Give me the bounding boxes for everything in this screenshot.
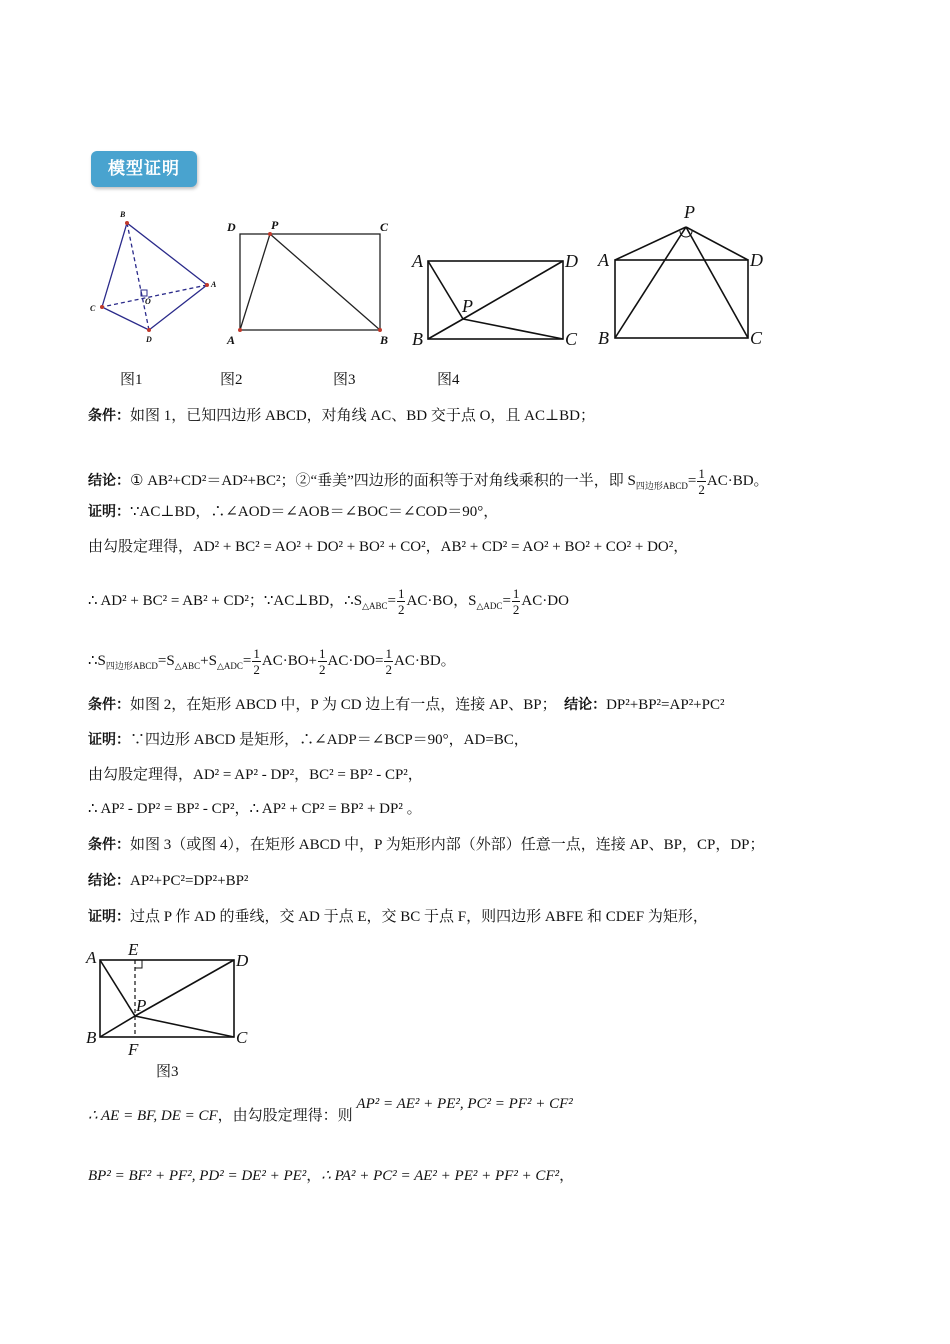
condition-3: 条件：如图 3（或图 4），在矩形 ABCD 中，P 为矩形内部（外部）任意一点，连接 AP、BP，CP，DP； <box>88 837 765 853</box>
caption-fig2: 图2 <box>220 372 243 388</box>
proof-2: 证明：∵四边形 ABCD 是矩形，∴∠ADP＝∠BCP＝90°，AD=BC， <box>88 732 529 748</box>
fig4-label-b: B <box>598 328 609 348</box>
condition-2: 条件：如图 2，在矩形 ABCD 中，P 为 CD 边上有一点，连接 AP、BP； 结论：DP²+BP²=AP²+PC² <box>88 697 725 713</box>
proof-3-step-1: ∴ AE = BF, DE = CF，由勾股定理得：则 AP² = AE² + PE², PC² = PF² + CF² <box>88 1096 573 1124</box>
fig2-label-p: P <box>271 218 279 232</box>
proof-2-step-1: 由勾股定理得，AD² = AP² - DP²，BC² = BP² - CP²， <box>88 767 423 783</box>
proof-1-step-3: $\therefore S_{四边形ABCD}=S_{\triangle ABC}+S_{\triangle ADC}=$ $\frac{1}{2}$ AC·BO+ $\frac{1}{2}$ AC·DO= $\frac{1}{2}$ AC·BD。 <box>88 646 456 677</box>
proof-1-step-2: ∴ AD² + BC² = AB² + CD²；∵AC⊥BD，$\therefore S_{\triangle ABC}=$ $\frac{1}{2}$ AC·BO，$S_{\triangle ADC}=$ $\frac{1}{2}$ AC·DO <box>88 586 569 617</box>
fig1-label-b: B <box>120 210 126 219</box>
fig3-label-p: P <box>462 296 473 316</box>
fig5-label-b: B <box>86 1028 97 1047</box>
fig3-label-c: C <box>565 329 578 349</box>
caption-fig4: 图4 <box>437 372 460 388</box>
fig5-label-p: P <box>136 996 147 1015</box>
fig3-label-b: B <box>412 329 423 349</box>
caption-fig1: 图1 <box>120 372 143 388</box>
proof-3-step-2: BP² = BF² + PF², PD² = DE² + PE²，∴ PA² + PC² = AE² + PE² + PF² + CF²， <box>88 1168 575 1184</box>
fig3-label-a: A <box>412 251 423 271</box>
fig5-label-f: F <box>128 1040 139 1059</box>
fig4-label-p: P <box>684 202 695 222</box>
figure-2 <box>222 215 397 350</box>
condition-1: 条件：如图 1，已知四边形 ABCD，对角线 AC、BD 交于点 O，且 AC⊥BD； <box>88 408 595 424</box>
caption-fig5: 图3 <box>156 1064 179 1080</box>
section-badge: 模型证明 <box>91 151 197 187</box>
fig1-label-d: D <box>146 335 152 344</box>
fig3-label-d: D <box>565 251 578 271</box>
fig5-label-e: E <box>128 940 139 959</box>
conclusion-3: 结论：AP²+PC²=DP²+BP² <box>88 873 249 889</box>
fig2-label-b: B <box>380 333 389 347</box>
fig4-label-c: C <box>750 328 763 348</box>
fig4-label-d: D <box>750 250 763 270</box>
fig5-label-c: C <box>236 1028 248 1047</box>
fig1-label-c: C <box>90 304 96 313</box>
proof-1-step-1: 由勾股定理得，AD² + BC² = AO² + DO² + BO² + CO²，AB² + CD² = AO² + BO² + CO² + DO²， <box>88 539 689 555</box>
conclusion-1: 结论：① AB²+CD²＝AD²+BC²；②“垂美”四边形的面积等于对角线乘积的一半，即 $S_{四边形ABCD}=$ $\frac{1}{2}$ AC·BD。 <box>88 466 769 497</box>
fig1-label-a: A <box>211 280 217 289</box>
fig4-label-a: A <box>598 250 609 270</box>
proof-1: 证明：∵AC⊥BD，∴∠AOD＝∠AOB＝∠BOC＝∠COD＝90°， <box>88 504 499 520</box>
figure-1 <box>84 205 224 350</box>
caption-fig3: 图3 <box>333 372 356 388</box>
fig1-label-o: O <box>145 297 151 306</box>
fig5-label-a: A <box>86 948 97 967</box>
figure-4 <box>594 200 774 355</box>
fig5-label-d: D <box>236 951 249 970</box>
fig2-label-a: A <box>227 333 236 347</box>
fig2-label-d: D <box>227 220 236 234</box>
figure-5 <box>82 935 262 1063</box>
proof-2-step-2: ∴ AP² - DP² = BP² - CP²，∴ AP² + CP² = BP² + DP² 。 <box>88 801 422 817</box>
figure-3 <box>408 245 588 355</box>
proof-3: 证明：过点 P 作 AD 的垂线，交 AD 于点 E，交 BC 于点 F，则四边形 ABFE 和 CDEF 为矩形， <box>88 909 708 925</box>
fig2-label-c: C <box>380 220 389 234</box>
